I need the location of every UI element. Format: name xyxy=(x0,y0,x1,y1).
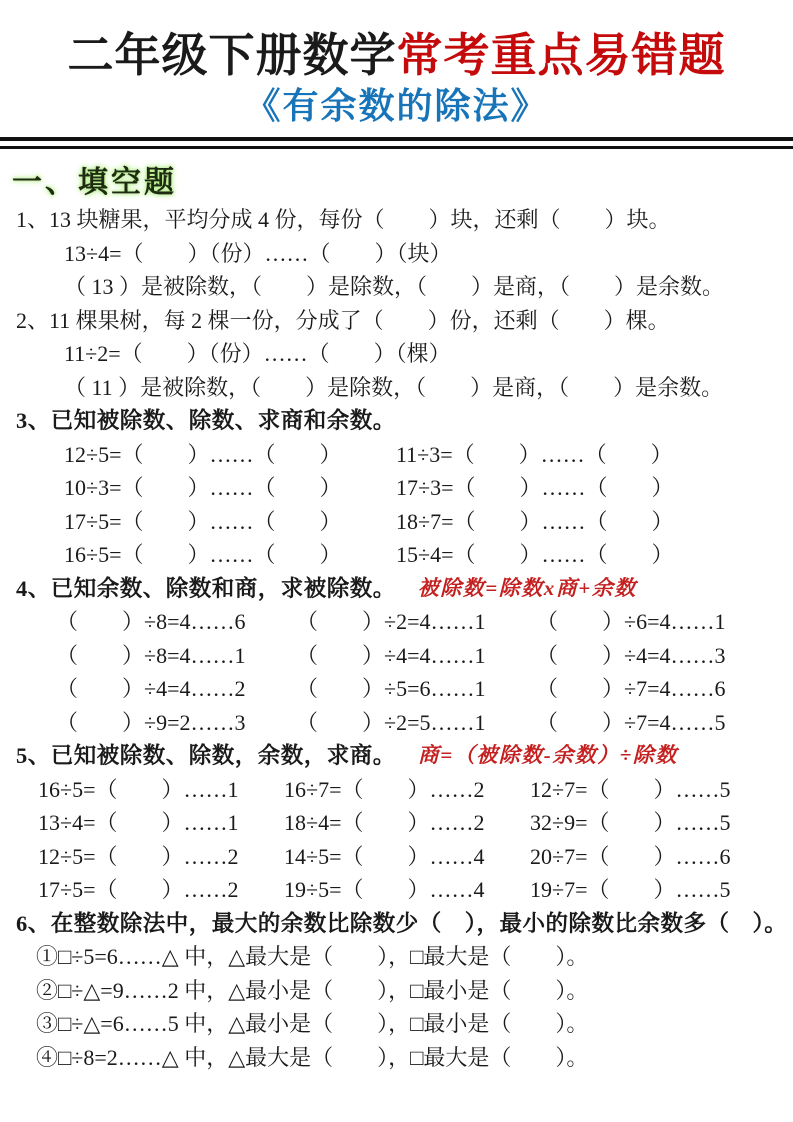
q1-line-3: （ 13 ）是被除数，（ ）是除数，（ ）是商，（ ）是余数。 xyxy=(64,274,725,300)
equation-cell: （ ）÷9=2……3 xyxy=(56,709,246,735)
equation-cell: （ ）÷4=4……3 xyxy=(536,642,726,668)
q1-line-1: 1、13 块糖果，平均分成 4 份，每份（ ）块，还剩（ ）块。 xyxy=(16,207,671,233)
title-red-part: 常考重点易错题 xyxy=(396,30,726,81)
q5-heading-row xyxy=(0,739,793,773)
q4-row-4 xyxy=(0,706,793,740)
q4-row-1 xyxy=(0,605,793,639)
q2-line-2: 11÷2=（ ）（份）……（ ）（棵） xyxy=(64,341,451,367)
q6-item-1: ①□÷5=6……△ 中，△最大是（ ），□最大是（ ）。 xyxy=(36,944,589,970)
equation-cell: 18÷4=（ ）……2 xyxy=(284,810,485,836)
q3-row-2 xyxy=(0,471,793,505)
q4-formula-note: 被除数=除数x商+余数 xyxy=(417,575,637,600)
equation-cell: （ ）÷6=4……1 xyxy=(536,609,726,635)
equation-cell: 17÷5=（ ）……2 xyxy=(38,877,239,903)
equation-cell: 12÷5=（ ）……（ ） xyxy=(64,441,342,467)
equation-cell: 15÷4=（ ）……（ ） xyxy=(396,542,674,568)
equation-cell: 17÷5=（ ）……（ ） xyxy=(64,508,342,534)
q5-row-3 xyxy=(0,840,793,874)
q4-row-3 xyxy=(0,672,793,706)
q4-row-2 xyxy=(0,639,793,673)
title-black-part: 二年级下册数学 xyxy=(67,30,397,81)
page-title xyxy=(0,0,793,83)
page-subtitle: 《有余数的除法》 xyxy=(244,85,549,126)
equation-cell: （ ）÷2=4……1 xyxy=(296,609,486,635)
q3-row-1 xyxy=(0,438,793,472)
equation-cell: 10÷3=（ ）……（ ） xyxy=(64,475,342,501)
equation-cell: 16÷5=（ ）……（ ） xyxy=(64,542,342,568)
q5-formula-note: 商=（被除数-余数）÷除数 xyxy=(417,743,678,768)
equation-cell: 17÷3=（ ）……（ ） xyxy=(396,475,674,501)
equation-cell: 13÷4=（ ）……1 xyxy=(38,810,239,836)
q4-heading-row xyxy=(0,572,793,606)
equation-cell: （ ）÷8=4……1 xyxy=(56,642,246,668)
q5-heading: 5、已知被除数、除数，余数，求商。 xyxy=(16,743,396,769)
equation-cell: 20÷7=（ ）……6 xyxy=(530,843,731,869)
header-double-rule xyxy=(0,137,793,149)
equation-cell: 16÷7=（ ）……2 xyxy=(284,776,485,802)
equation-cell: 18÷7=（ ）……（ ） xyxy=(396,508,674,534)
equation-cell: 19÷7=（ ）……5 xyxy=(530,877,731,903)
q6-heading: 6、在整数除法中，最大的余数比除数少（ ），最小的除数比余数多（ ）。 xyxy=(16,910,788,936)
q5-row-1 xyxy=(0,773,793,807)
equation-cell: （ ）÷4=4……1 xyxy=(296,642,486,668)
q2-line-1: 2、11 棵果树，每 2 棵一份，分成了（ ）份，还剩（ ）棵。 xyxy=(16,307,670,333)
q3-row-4 xyxy=(0,538,793,572)
q5-row-4 xyxy=(0,873,793,907)
equation-cell: 12÷5=（ ）……2 xyxy=(38,843,239,869)
equation-cell: 11÷3=（ ）……（ ） xyxy=(396,441,673,467)
equation-cell: （ ）÷8=4……6 xyxy=(56,609,246,635)
equation-cell: 12÷7=（ ）……5 xyxy=(530,776,731,802)
q6-item-4: ④□÷8=2……△ 中，△最大是（ ），□最大是（ ）。 xyxy=(36,1044,589,1070)
q6-item-2: ②□÷△=9……2 中，△最小是（ ），□最小是（ ）。 xyxy=(36,977,589,1003)
q6-item-3: ③□÷△=6……5 中，△最小是（ ），□最小是（ ）。 xyxy=(36,1011,589,1037)
equation-cell: 19÷5=（ ）……4 xyxy=(284,877,485,903)
q5-row-2 xyxy=(0,806,793,840)
q3-row-3 xyxy=(0,505,793,539)
equation-cell: 16÷5=（ ）……1 xyxy=(38,776,239,802)
equation-cell: （ ）÷7=4……6 xyxy=(536,676,726,702)
q3-heading: 3、已知被除数、除数、求商和余数。 xyxy=(16,408,396,434)
equation-cell: 14÷5=（ ）……4 xyxy=(284,843,485,869)
q1-line-2: 13÷4=（ ）（份）……（ ）（块） xyxy=(64,240,452,266)
equation-cell: （ ）÷7=4……5 xyxy=(536,709,726,735)
equation-cell: 32÷9=（ ）……5 xyxy=(530,810,731,836)
q4-heading: 4、已知余数、除数和商，求被除数。 xyxy=(16,575,396,601)
equation-cell: （ ）÷5=6……1 xyxy=(296,676,486,702)
equation-cell: （ ）÷2=5……1 xyxy=(296,709,486,735)
q2-line-3: （ 11 ）是被除数，（ ）是除数，（ ）是商，（ ）是余数。 xyxy=(64,374,724,400)
section-heading-fill-blanks: 一、填空题 xyxy=(12,166,177,200)
equation-cell: （ ）÷4=4……2 xyxy=(56,676,246,702)
